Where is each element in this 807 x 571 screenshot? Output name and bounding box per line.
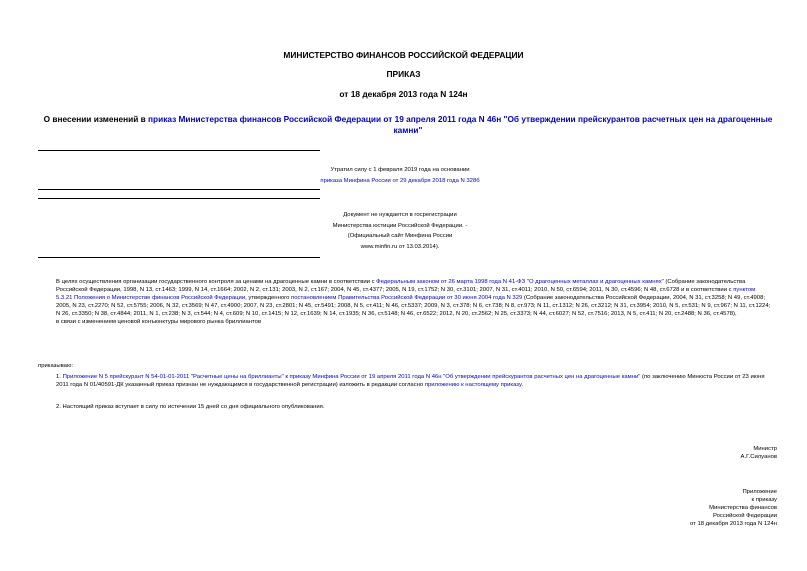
divider-1	[38, 150, 320, 151]
note-reg-line-2: Министерства юстиции Российской Федерации. -	[332, 222, 468, 229]
ministry-heading: МИНИСТЕРСТВО ФИНАНСОВ РОССИЙСКОЙ ФЕДЕРАЦИИ	[283, 50, 524, 60]
item-1-text-2: (по заключению Минюста России от 23 июня 2011 года N 01/40591-ДК указанный приказ признан не нуждающимся в государственной регистрации) изложить в редакции согласно	[56, 374, 765, 388]
preamble-text-5: в связи с изменением ценовой конъюнктуры мирового рынка бриллиантов	[56, 318, 262, 325]
order-item-2: 2. Настоящий приказ вступает в силу по истечении 15 дней со дня официального опубликования.	[56, 404, 325, 410]
doc-date-heading: от 18 декабря 2013 года N 124н	[339, 89, 468, 99]
note-reg-line-3: (Официальный сайт Минфина России	[347, 233, 453, 239]
preamble-text-1: В целях осуществления организации государственного контроля за ценами на драгоценные камни в соответствии с	[56, 279, 377, 285]
appendix-line-4: Российской Федерации	[712, 513, 777, 519]
signature-block	[741, 445, 777, 461]
government-decree-link[interactable]: постановлением Правительства Российской Федерации от 30 июня 2004 года N 329	[291, 294, 523, 301]
note-expired-text: Утратил силу с 1 февраля 2019 года на основании	[330, 167, 470, 173]
ministry-regulation-link[interactable]: пунктом 5.3.21 Положения о Министерстве финансов Российской Федерации	[56, 286, 756, 301]
note-expired	[290, 165, 510, 186]
title-prefix: О внесении изменений в	[43, 114, 149, 124]
signature-title: Министр	[753, 446, 777, 452]
order-46n-link[interactable]: приказу Минфина России от 19 апреля 2011 года N 46н "Об утверждении прейскурантов расчетных цен на драгоценные камни"	[289, 374, 641, 380]
appendix-line-2: к приказу	[751, 497, 777, 503]
note-reg-line-4: www.minfin.ru от 13.03.2014).	[360, 243, 440, 250]
preamble-text-2: (Собрание законодательства Российской Федерации, 1998, N 13, ст.1463; 1999, N 14, ст.1664; 2002, N 2, ст.131; 2003, N 2, ст.167; 2004, N 45, ст.4377; 2005, N 19, ст.1752; N 30, ст.3101; 2007, N 31, ст.4011; 2010, N 50, ст.6594; 2011, N 30, ст.4596; N 48, ст.6728 и в соответствии с	[56, 279, 746, 293]
note-reg-line-1: Документ не нуждается в госрегистрации	[343, 212, 457, 218]
item-1-number: 1.	[56, 374, 63, 380]
appendix-line-5: от 18 декабря 2013 года N 124н	[689, 521, 777, 527]
item-1-text-1: к	[283, 374, 290, 380]
order-item-1	[38, 374, 773, 390]
preamble-paragraph	[38, 279, 773, 326]
preamble-text-4: (Собрание законодательства Российской Федерации, 2004, N 31, ст.3258; N 49, ст.4908; 2005, N 23, ст.2270; N 52, ст.5755; 2006, N 32, ст.3569; N 47, ст.4900; 2007, N 23, ст.2801; N 45, ст.5491; 2008, N 5, ст.411; N 46, ст.5337; 2009, N 3, ст.378; N 6, ст.738; N 8, ст.973; N 11, ст.1312; N 26, ст.3212; N 31, ст.3954; 2010, N 5, ст.531; N 9, ст.967; N 11, ст.1224; N 26, ст.3350; N 38, ст.4844; 2011, N 1, ст.238; N 3, ст.544; N 4, ст.609; N 10, ст.1415; N 12, ст.1639; N 14, ст.1935; N 36, ст.5148; N 46, ст.6522; 2012, N 20, ст.2562; N 25, ст.3373; N 44, ст.6027; N 52, ст.7516; 2013, N 5, ст.411; N 20, ст.2488; N 36, ст.4578),	[56, 294, 771, 317]
signature-name: А.Г.Силуанов	[740, 454, 777, 460]
document-title	[28, 114, 788, 136]
appendix-5-link[interactable]: Приложение N 5 прейскурант N 54-01-01-2011 "Расчетные цены на бриллианты"	[62, 374, 284, 380]
appendix-line-3: Министерства финансов	[709, 505, 777, 511]
divider-4	[38, 257, 320, 258]
divider-2	[38, 189, 320, 190]
divider-3	[38, 198, 320, 199]
appendix-link[interactable]: приложению к настоящему приказу	[424, 381, 522, 388]
appendix-header	[690, 488, 777, 528]
federal-law-link[interactable]: Федеральным законом от 26 марта 1998 года N 41-ФЗ "О драгоценных металлах и драгоценных камнях"	[376, 279, 664, 285]
note-registration	[290, 210, 510, 252]
note-expired-link[interactable]: приказа Минфина России от 29 декабря 2018 года N 328б	[320, 177, 480, 184]
item-1-text-3: .	[521, 381, 523, 388]
order-word: приказываю:	[38, 363, 74, 369]
preamble-text-3: , утвержденного	[245, 294, 292, 301]
appendix-line-1: Приложение	[742, 489, 777, 495]
doc-type-heading: ПРИКАЗ	[386, 69, 421, 79]
title-link[interactable]: приказ Министерства финансов Российской Федерации от 19 апреля 2011 года N 46н "Об утверждении прейскурантов расчетных цен на драгоценные камни"	[148, 114, 773, 135]
